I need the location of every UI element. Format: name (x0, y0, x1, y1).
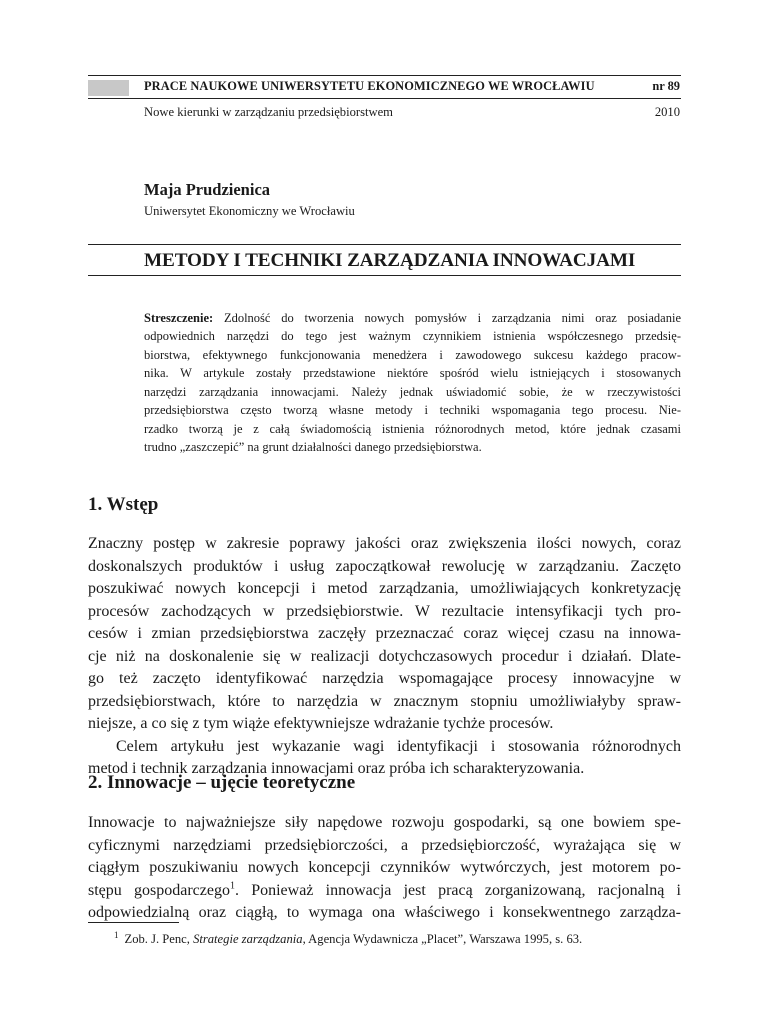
issue-number: nr 89 (652, 79, 680, 93)
footnote-book-title: Strategie zarządzania (193, 932, 303, 946)
body-text: stępu gospodarczego (88, 881, 230, 899)
body-line: cesów i zmian przedsiębiorstwa zaczęły przeznaczać coraz więcej czasu na innowa- (88, 625, 681, 642)
body-line: poszukiwać nowych koncepcji i metod zarządzania, umożliwiających konkretyzację (88, 580, 681, 597)
body-line: cje niż na doskonalenie się w realizacji dotychczasowych procedur i działań. Dlate- (88, 647, 681, 665)
body-line: metod i technik zarządzania innowacjami oraz próba ich scharakteryzowania. (88, 760, 585, 777)
publication-year: 2010 (654, 105, 680, 119)
title-bottom-rule (88, 275, 681, 276)
abstract-line: przedsiębiorstwa często tworzą własne metody i techniki wspomagania tego procesu. Nie- (144, 403, 681, 418)
series-title: Nowe kierunki w zarządzaniu przedsiębiorstwem (144, 105, 393, 119)
abstract-first-line-text: Zdolność do tworzenia nowych pomysłów i zarządzania nimi oraz posiadanie (213, 311, 681, 325)
body-line: przedsiębiorstwach, które to narzędzia w znacznym stopniu umożliwiałyby spraw- (88, 692, 681, 710)
title-top-rule (88, 244, 681, 245)
body-line: go też zaczęto identyfikować narzędzia wspomagające procesy innowacyjne w (88, 670, 681, 687)
abstract-line: odpowiednich narzędzi do tego jest ważnym czynnikiem istnienia współczesnego przedsię- (144, 329, 681, 344)
footnote-suffix: , Agencja Wydawnicza „Placet”, Warszawa 1995, s. 63. (302, 932, 583, 946)
footnote-prefix: Zob. J. Penc, (124, 932, 194, 946)
header-divider (88, 98, 681, 99)
footnote (114, 929, 583, 947)
abstract-line (144, 309, 681, 327)
body-line (88, 880, 681, 903)
journal-name: PRACE NAUKOWE UNIWERSYTETU EKONOMICZNEGO WE WROCŁAWIU (144, 79, 595, 93)
abstract-label: Streszczenie: (144, 311, 214, 325)
abstract (144, 309, 681, 457)
abstract-line: trudno „zaszczepić” na grunt działalności danego przedsiębiorstwa. (144, 440, 482, 455)
article-title: METODY I TECHNIKI ZARZĄDZANIA INNOWACJAMI (144, 250, 636, 271)
abstract-line: biorstwa, efektywnego funkcjonowania menedżera i zawodowego sukcesu każdego pracow- (144, 347, 681, 362)
abstract-line: nika. W artykule zostały przedstawione niektóre spośród wielu istniejących i stosowanych (144, 366, 681, 381)
header-gray-bar (88, 80, 129, 96)
footnote-rule (88, 922, 179, 923)
body-line: niejsze, a co się z tym wiąże efektywniejsze wdrażanie tychże procesów. (88, 715, 554, 732)
section1-body (88, 533, 681, 781)
author-affiliation: Uniwersytet Ekonomiczny we Wrocławiu (144, 204, 355, 218)
section2-body (88, 812, 681, 925)
body-line: doskonalszych produktów i usług zapoczątkował rewolucję w zarządzaniu. Zaczęto (88, 557, 681, 575)
body-line: ciągłym poszukiwaniu nowych koncepcji czynników wytwórczych, jest motorem po- (88, 859, 681, 876)
footnote-reference[interactable]: 1 (229, 880, 235, 892)
section-heading-intro: 1. Wstęp (88, 494, 159, 515)
abstract-line: rzadko tworzą je z całą świadomością istnienia różnorodnych metod, które jednak czasami (144, 421, 681, 436)
header-top-rule (88, 75, 681, 76)
footnote-number: 1 (114, 929, 119, 940)
body-text: . Ponieważ innowacja jest pracą zorganizowaną, racjonalną i (234, 881, 682, 899)
author-name: Maja Prudzienica (144, 180, 271, 199)
body-line: odpowiedzialną oraz ciągłą, to wymaga ona właściwego i konsekwentnego zarządza- (88, 904, 681, 921)
body-line: Celem artykułu jest wykazanie wagi identyfikacji i stosowania różnorodnych (116, 737, 681, 755)
section-heading-innovations: 2. Innowacje – ujęcie teoretyczne (88, 772, 356, 793)
body-line: Znaczny postęp w zakresie poprawy jakości oraz zwiększenia ilości nowych, coraz (88, 535, 681, 552)
body-line: Innowacje to najważniejsze siły napędowe rozwoju gospodarki, są one bowiem spe- (88, 814, 681, 831)
body-line: procesów zachodzących w przedsiębiorstwie. W rezultacie intensyfikacji tych pro- (88, 602, 681, 620)
abstract-line: narzędzi zarządzania innowacjami. Należy jednak uświadomić sobie, że w rzeczywistości (144, 384, 681, 399)
body-line: cyficznymi narzędziami przedsiębiorczości, a przedsiębiorczość, wyrażająca się w (88, 836, 681, 854)
